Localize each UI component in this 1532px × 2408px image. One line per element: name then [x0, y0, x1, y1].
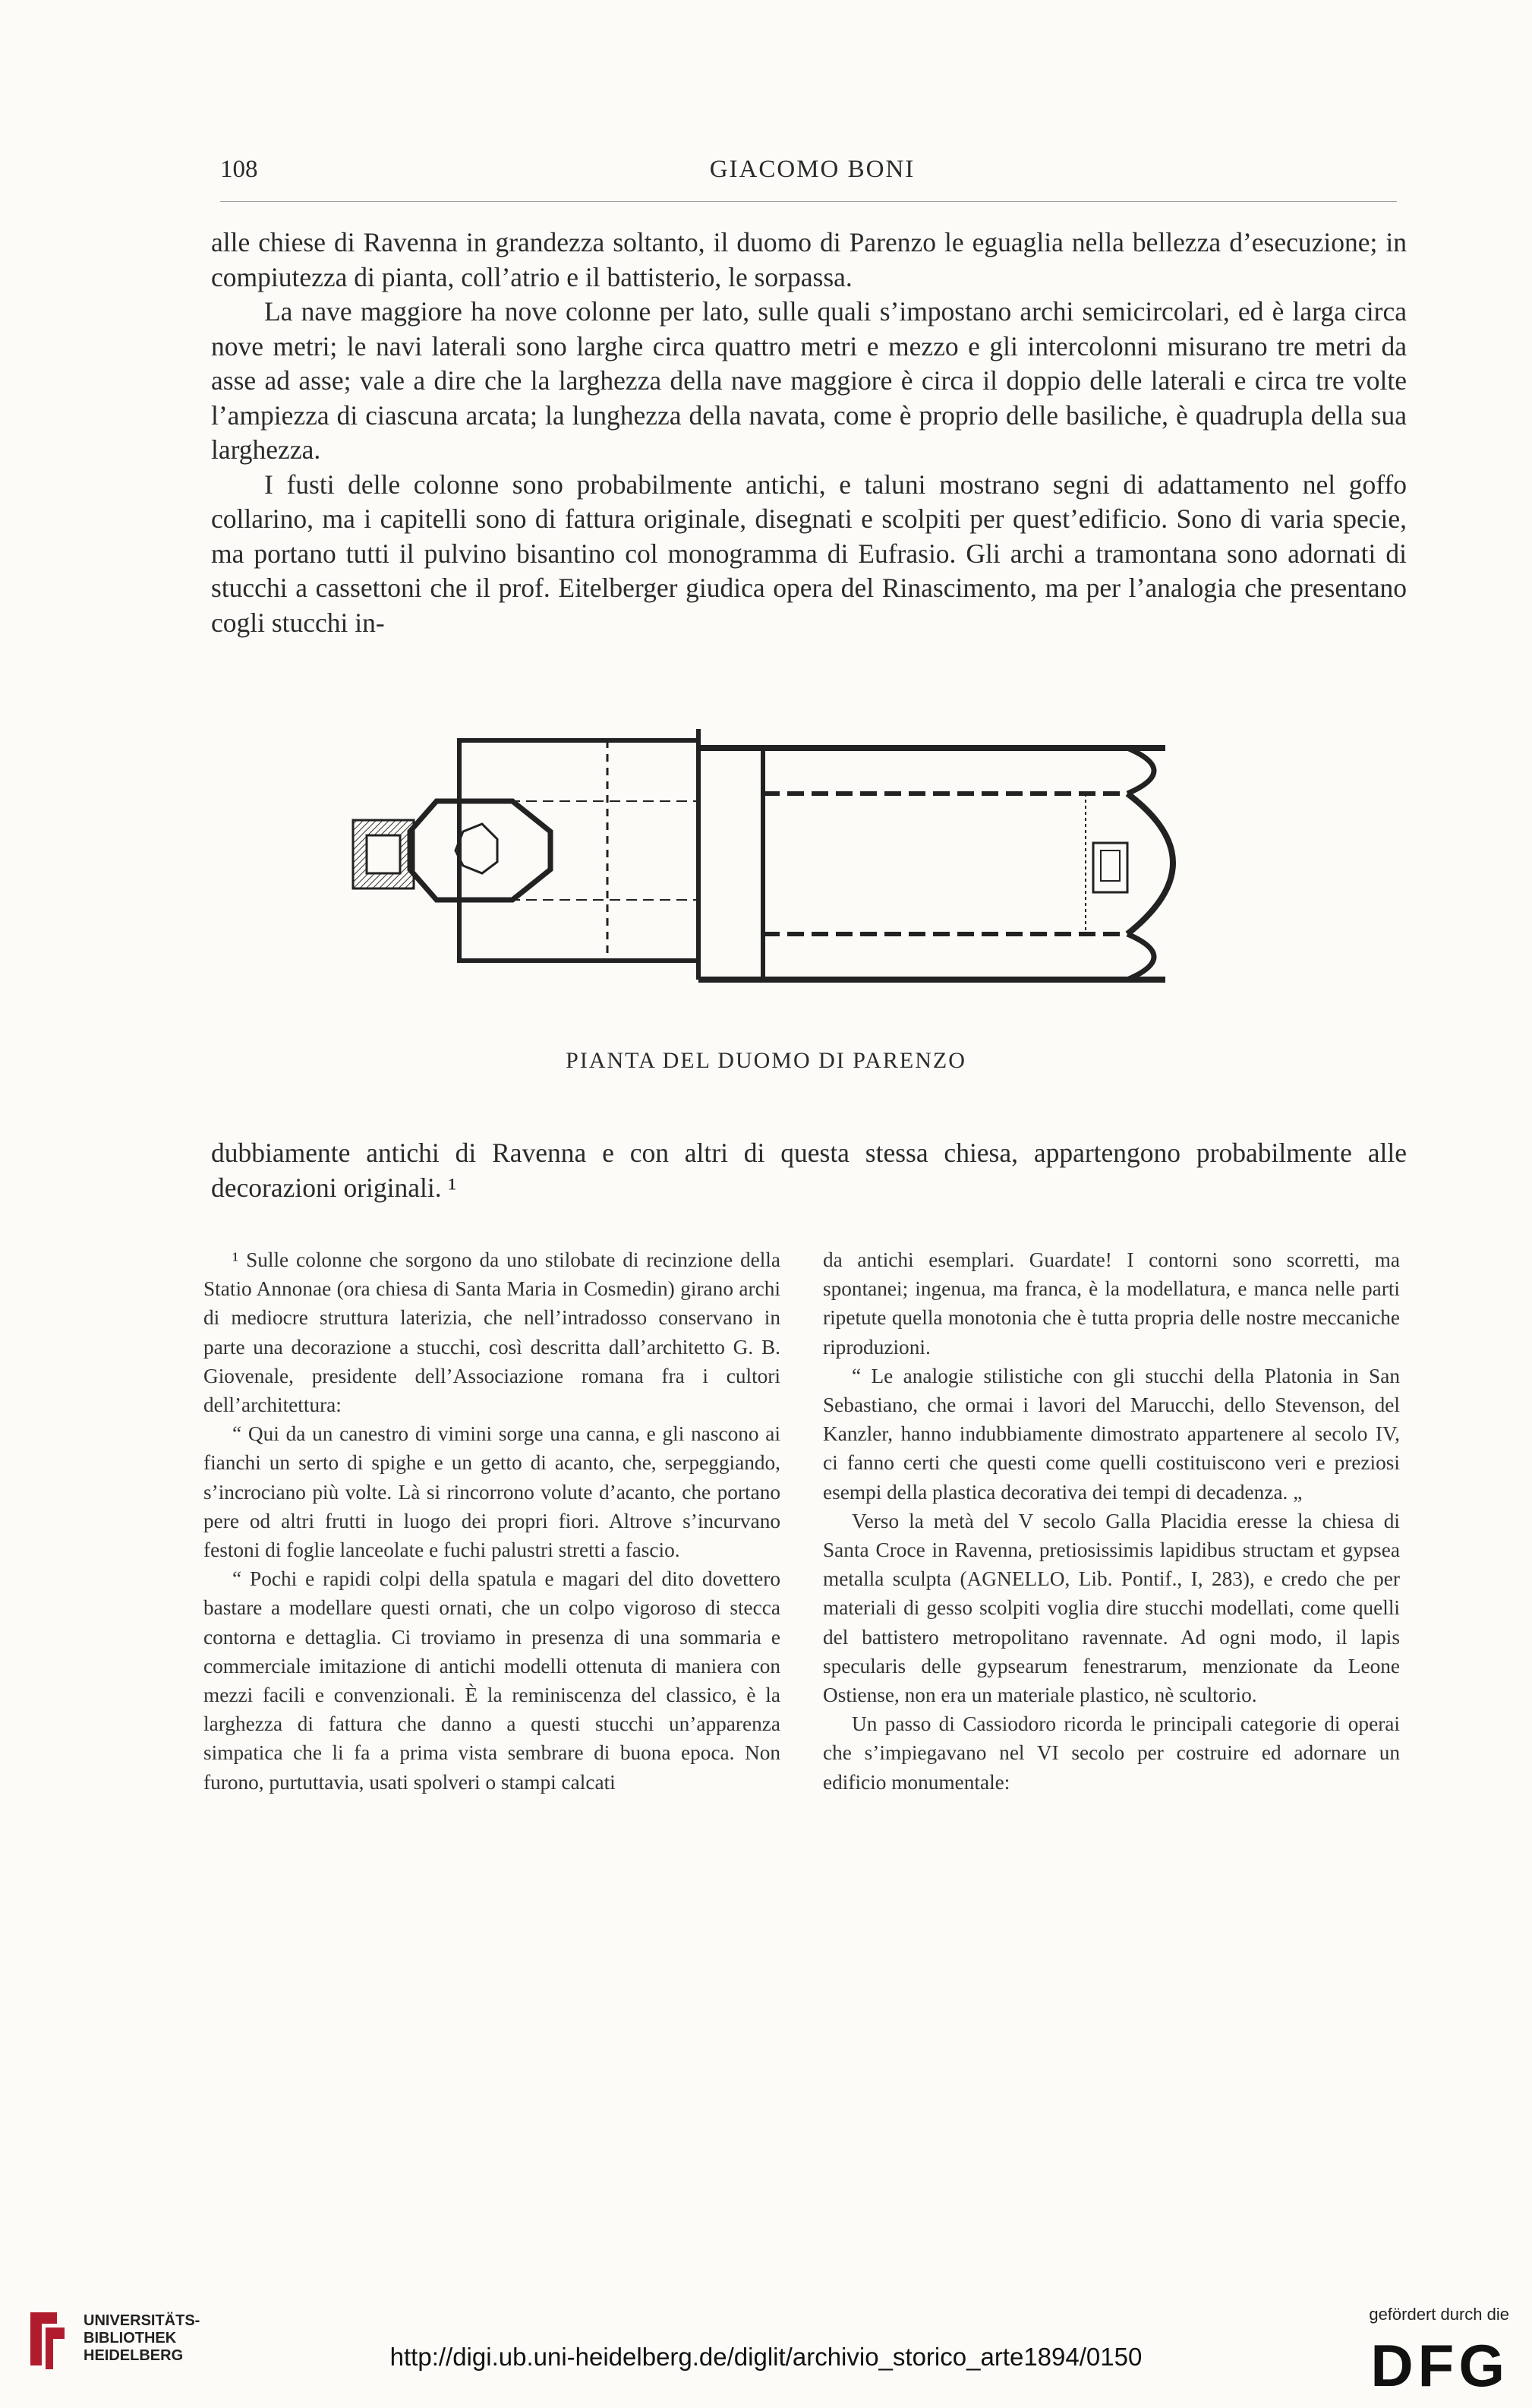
page-header [220, 156, 1404, 186]
footnote-paragraph: da antichi esemplari. Guardate! I contorni sono scorretti, ma spontanei; ingenua, ma franca, è la modellatura, e manca nelle parti ripetute quella monotonia che è tutta propria delle nostre meccaniche riproduzioni. [823, 1248, 1400, 1359]
main-text-continued [211, 1136, 1407, 1205]
page-number: 108 [220, 156, 258, 183]
dfg-logo: DFG [1370, 2332, 1509, 2399]
paragraph: La nave maggiore ha nove colonne per lato, sulle quali s’impostano archi semicircolari, ed è larga circa nove metri; le navi laterali sono larghe circa quattro metri e mezzo e gli intercolonni misurano tre metri da asse ad asse; vale a dire che la larghezza della nave maggiore è circa il doppio delle laterali e circa tre volte l’ampiezza di ciascuna arcata; la lunghezza della navata, come è proprio delle basiliche, è quadrupla della sua larghezza. [211, 296, 1407, 465]
library-name: UNIVERSITÄTS- BIBLIOTHEK HEIDELBERG [84, 2312, 200, 2364]
page-footer [0, 2286, 1532, 2408]
paragraph: I fusti delle colonne sono probabilmente antichi, e taluni mostrano segni di adattamento nel goffo collarino, ma i capitelli sono di fattura originale, disegnati e scolpiti per quest’edificio. Sono di varia specie, ma portano tutti il pulvino bisantino col monogramma di Eufrasio. Gli archi a tramontana sono adornati di stucchi a cassettoni che il prof. Eitelberger giudica opera del Rinascimento, ma per l’analogia che presentano cogli stucchi in- [211, 469, 1407, 638]
running-title: GIACOMO BONI [709, 156, 916, 183]
footnote-paragraph: “ Pochi e rapidi colpi della spatula e magari del dito dovettero bastare a modellare questi ornati, che un colpo vigoroso di stecca contorna e dettaglia. Ci troviamo in presenza di una sommaria e commerciale imitazione di antichi modelli ottenuta di maniera con mezzi facili e convenzionali. È la reminiscenza del classico, è la larghezza di fattura che danno a questi stucchi un’apparenza simpatica che li fa a prima vista sembrare di buona epoca. Non furono, purtuttavia, usati spolveri o stampi calcati [203, 1567, 780, 1794]
paragraph: dubbiamente antichi di Ravenna e con altri di questa stessa chiesa, appartengono probabilmente alle decorazioni originali. ¹ [211, 1138, 1407, 1203]
main-text [211, 226, 1407, 640]
floor-plan-figure [338, 710, 1294, 1006]
figure-caption: PIANTA DEL DUOMO DI PARENZO [566, 1048, 966, 1073]
footnote-paragraph: Verso la metà del V secolo Galla Placidia eresse la chiesa di Santa Croce in Ravenna, pretiosissimis lapidibus structam et gypsea metalla sculpta (AGNELLO, Lib. Pontif., I, 283), e credo che per materiali di gesso scolpiti voglia dire stucchi modellati, come quelli del battistero metropolitano ravennate. Ad ogni modo, il lapis specularis delle gypsearum fenestrarum, menzionate da Leone Ostiense, non era un materiale plastico, nè scultorio. [823, 1509, 1400, 1707]
funding-label: gefördert durch die [1369, 2305, 1509, 2324]
footnotes-left-column [203, 1245, 780, 1797]
footnote-paragraph: “ Le analogie stilistiche con gli stucchi della Platonia in San Sebastiano, che ormai i lavori del Marucchi, dello Stevenson, del Kanzler, hanno indubbiamente dimostrato appartenere al secolo IV, ci fanno certi che questi come quelli costituiscono veri e preziosi esempi della plastica decorativa dei tempi di decadenza. „ [823, 1364, 1400, 1504]
footnote-paragraph: ¹ Sulle colonne che sorgono da uno stilobate di recinzione della Statio Annonae (ora chiesa di Santa Maria in Cosmedin) girano archi di mediocre struttura laterizia, che nell’intradosso conservano in parte una decorazione a stucchi, così descritta dall’architetto G. B. Giovenale, presidente dell’Associazione romana fra i cultori dell’architettura: [203, 1248, 780, 1417]
paragraph: alle chiese di Ravenna in grandezza soltanto, il duomo di Parenzo le eguaglia nella bellezza d’esecuzione; in compiutezza di pianta, coll’atrio e il battisterio, le sorpassa. [211, 227, 1407, 292]
footnote-paragraph: “ Qui da un canestro di vimini sorge una canna, e gli nascono ai fianchi un serto di spighe e un getto di acanto, che, serpeggiando, s’incrociano più volte. Là si rincorrono volute d’acanto, che portano pere od altri frutti in luogo dei propri fiori. Altrove s’incurvano festoni di foglie lanceolate e fuchi palustri stretti a fascio. [203, 1422, 780, 1562]
footnotes-right-column [823, 1245, 1400, 1797]
header-rule [220, 201, 1397, 202]
source-url-link[interactable]: http://digi.ub.uni-heidelberg.de/diglit/archivio_storico_arte1894/0150 [389, 2343, 1143, 2371]
footnote-paragraph: Un passo di Cassiodoro ricorda le principali categorie di operai che s’impiegavano nel VI secolo per costruire ed adornare un edificio monumentale: [823, 1712, 1400, 1794]
